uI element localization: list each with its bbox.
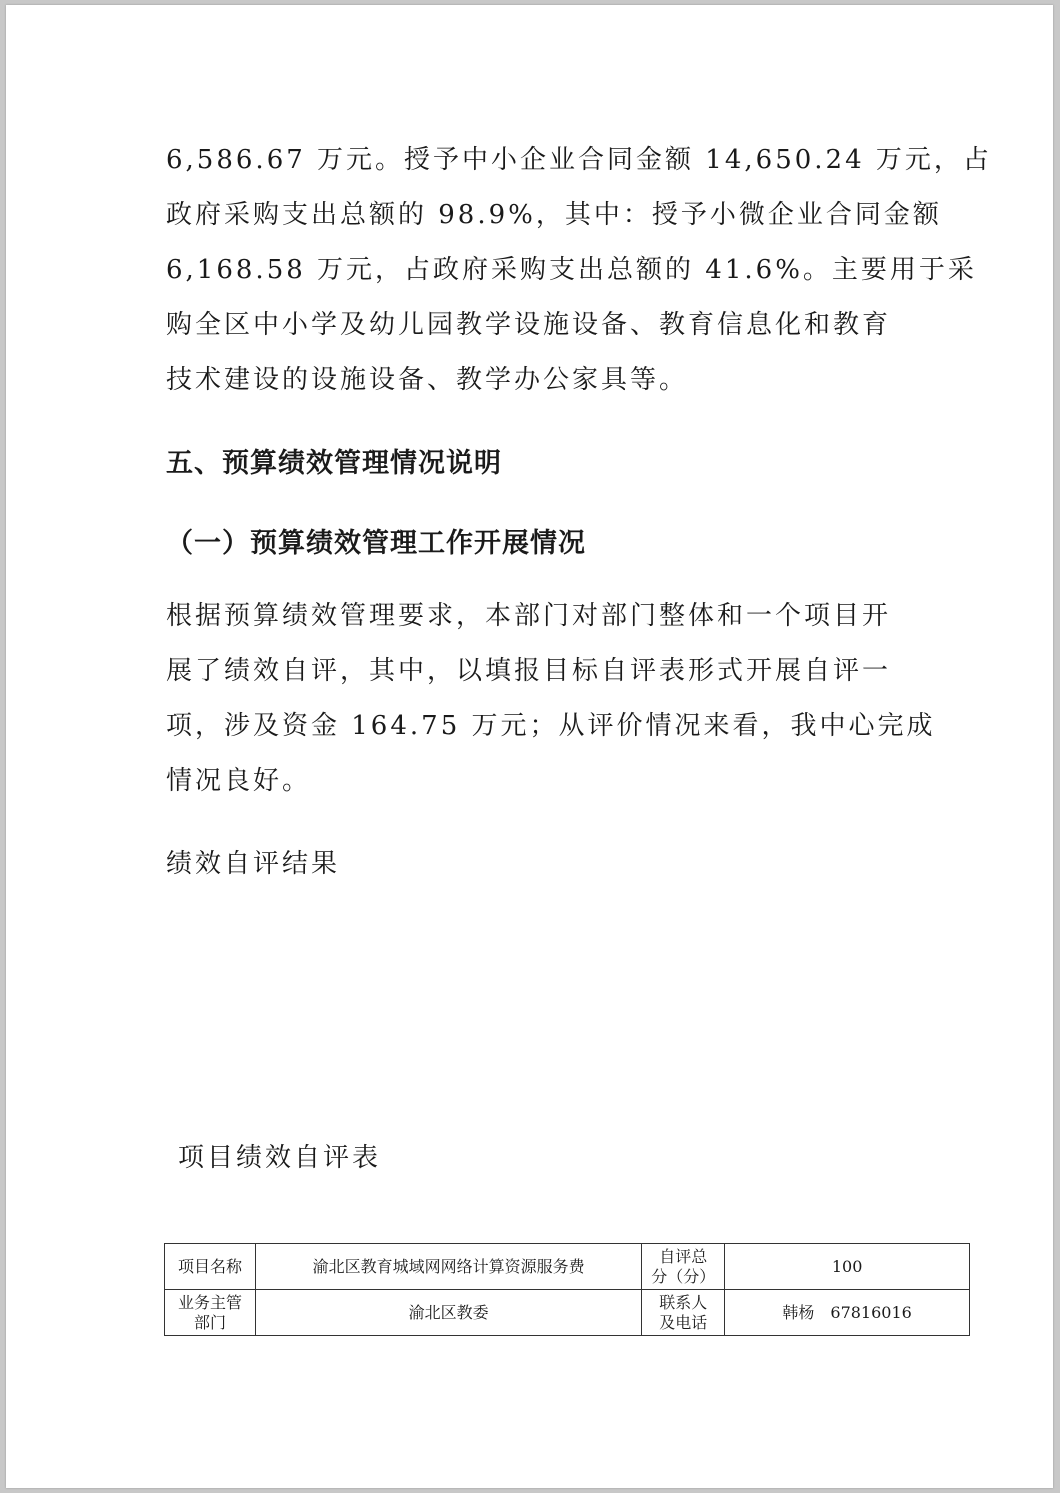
score-label-line: 分（分）: [651, 1266, 716, 1286]
body-paragraph: [166, 589, 936, 809]
paragraph-line: 6,586.67 万元。授予中小企业合同金额 14,650.24 万元，占: [166, 145, 992, 175]
score-label-line: 自评总: [659, 1246, 708, 1266]
intro-paragraph: [166, 133, 992, 408]
score-value: 100: [725, 1244, 970, 1290]
project-name-value: 渝北区教育城域网网络计算资源服务费: [255, 1244, 641, 1290]
paragraph-line: 6,168.58 万元，占政府采购支出总额的 41.6%。主要用于采: [166, 255, 977, 285]
sub-heading: （一）预算绩效管理工作开展情况: [166, 528, 586, 559]
contact-label: [642, 1290, 725, 1336]
paragraph-line: 购全区中小学及幼儿园教学设施设备、教育信息化和教育: [166, 310, 892, 340]
contact-value: 韩杨 67816016: [725, 1290, 970, 1336]
table-row: [165, 1244, 970, 1290]
paragraph-line: 技术建设的设施设备、教学办公家具等。: [166, 365, 689, 395]
paragraph-line: 根据预算绩效管理要求，本部门对部门整体和一个项目开: [166, 601, 892, 631]
department-label-line: 部门: [193, 1312, 226, 1332]
project-name-label: 项目名称: [165, 1244, 256, 1290]
table-row: [165, 1290, 970, 1336]
contact-label-line: 及电话: [659, 1312, 708, 1332]
contact-label-line: 联系人: [659, 1292, 708, 1312]
document-page: [6, 5, 1053, 1488]
table-title: 项目绩效自评表: [178, 1143, 382, 1173]
paragraph-line: 政府采购支出总额的 98.9%，其中：授予小微企业合同金额: [166, 200, 942, 230]
paragraph-line: 情况良好。: [166, 766, 312, 796]
department-label: [165, 1290, 256, 1336]
score-label: [642, 1244, 725, 1290]
section-heading: 五、预算绩效管理情况说明: [166, 448, 502, 479]
department-label-line: 业务主管: [177, 1292, 242, 1312]
paragraph-line: 展了绩效自评，其中，以填报目标自评表形式开展自评一: [166, 656, 892, 686]
result-label: 绩效自评结果: [166, 849, 341, 879]
paragraph-line: 项，涉及资金 164.75 万元；从评价情况来看，我中心完成: [166, 711, 936, 741]
evaluation-table: [164, 1243, 970, 1336]
department-value: 渝北区教委: [255, 1290, 641, 1336]
